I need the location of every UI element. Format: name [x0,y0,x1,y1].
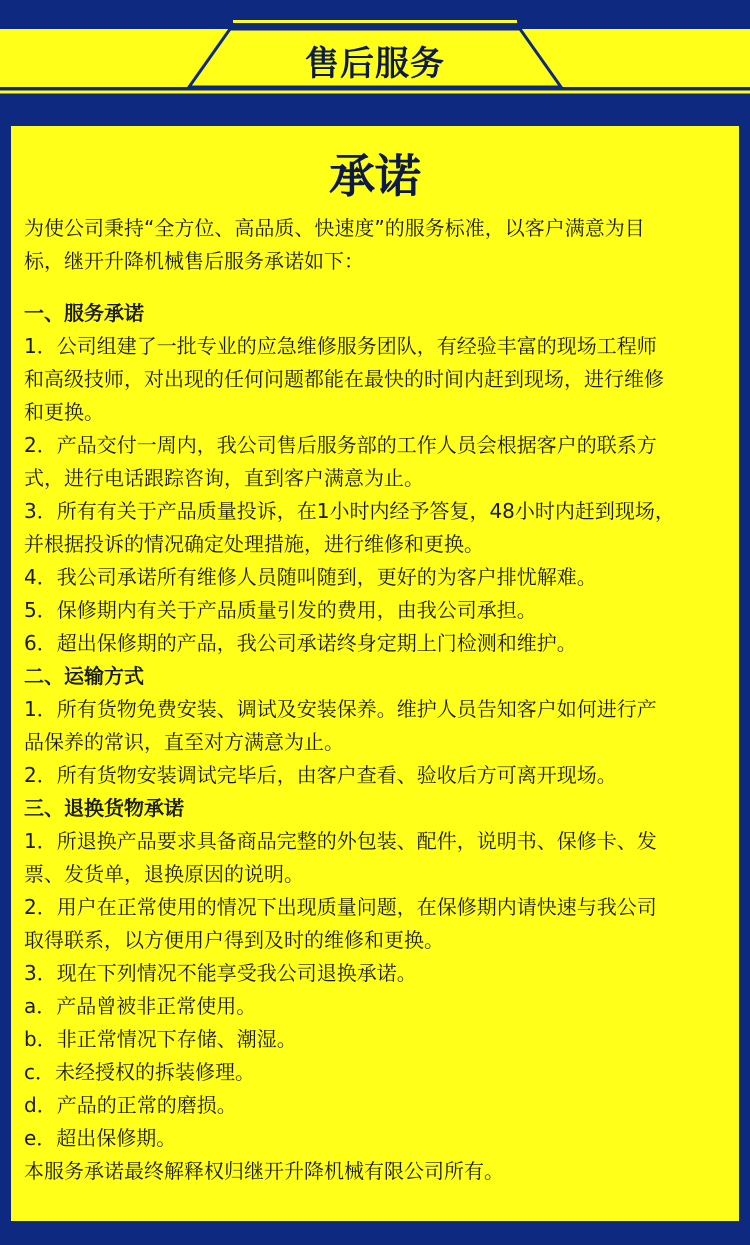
section-line: 并根据投诉的情况确定处理措施，进行维修和更换。 [24,532,484,556]
section-line: 品保养的常识，直至对方满意为止。 [24,730,344,754]
section-line: 和高级技师，对出现的任何问题都能在最快的时间内赶到现场，进行维修 [24,367,664,391]
section-line: b．非正常情况下存储、潮湿。 [24,1027,297,1051]
page-title: 售后服务 [305,44,445,84]
section-line: 3．现在下列情况不能享受我公司退换承诺。 [24,961,417,985]
section-line: 1．所退换产品要求具备商品完整的外包装、配件，说明书、保修卡、发 [24,829,657,853]
section-line: 取得联系，以方便用户得到及时的维修和更换。 [24,928,444,952]
section-heading: 二、运输方式 [24,664,144,688]
section-line: 式，进行电话跟踪咨询，直到客户满意为止。 [24,466,424,490]
section-line: c．未经授权的拆装修理。 [24,1060,255,1084]
section-heading: 三、退换货物承诺 [24,796,184,820]
intro-line: 标，继开升降机械售后服务承诺如下： [24,249,364,273]
section-line: 和更换。 [24,400,104,424]
section-line: e．超出保修期。 [24,1126,177,1150]
section-line: 4．我公司承诺所有维修人员随叫随到，更好的为客户排忧解难。 [24,565,597,589]
paragraph-spacer [24,278,736,297]
section-line: 6．超出保修期的产品，我公司承诺终身定期上门检测和维护。 [24,631,577,655]
section-line: 3．所有有关于产品质量投诉，在1小时内经予答复，48小时内赶到现场， [24,499,675,523]
section-line: 5．保修期内有关于产品质量引发的费用，由我公司承担。 [24,598,537,622]
promise-body [24,212,736,1188]
section-line: a．产品曾被非正常使用。 [24,994,257,1018]
section-line: 1．公司组建了一批专业的应急维修服务团队，有经验丰富的现场工程师 [24,334,657,358]
intro-line: 为使公司秉持“全方位、高品质、快速度”的服务标准，以客户满意为目 [24,216,645,240]
header-banner [0,0,750,110]
section-line: 2．所有货物安装调试完毕后，由客户查看、验收后方可离开现场。 [24,763,617,787]
section-line: 2．用户在正常使用的情况下出现质量问题，在保修期内请快速与我公司 [24,895,657,919]
section-heading: 一、服务承诺 [24,301,144,325]
section-line: 1．所有货物免费安装、调试及安装保养。维护人员告知客户如何进行产 [24,697,657,721]
promise-panel [11,126,739,1221]
section-line: 2．产品交付一周内，我公司售后服务部的工作人员会根据客户的联系方 [24,433,657,457]
footer-note: 本服务承诺最终解释权归继开升降机械有限公司所有。 [24,1159,504,1183]
promise-title: 承诺 [329,149,421,203]
section-line: 票、发货单，退换原因的说明。 [24,862,304,886]
section-line: d．产品的正常的磨损。 [24,1093,237,1117]
